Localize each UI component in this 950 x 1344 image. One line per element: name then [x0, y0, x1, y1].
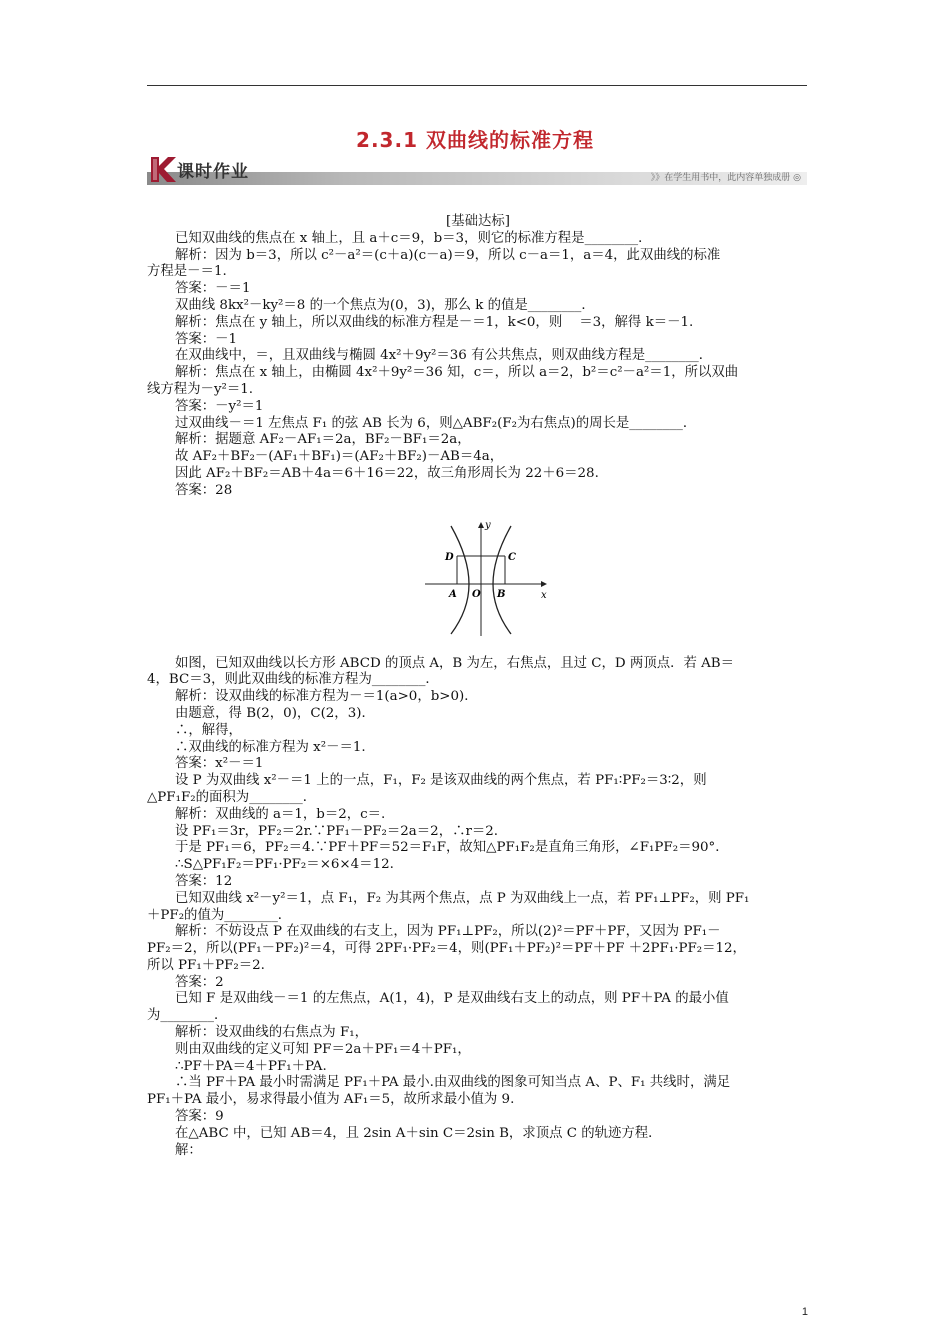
text-line: 所以 PF₁＋PF₂＝2.	[147, 957, 265, 973]
text-line: 答案：－1	[175, 331, 238, 347]
text-line: 答案：2	[175, 974, 224, 990]
text-line: 解析：不妨设点 P 在双曲线的右支上，因为 PF₁⊥PF₂，所以(2)²＝PF＋PF，又因为 PF₁－	[175, 924, 721, 940]
text-line: 已知双曲线的焦点在 x 轴上，且 a＋c＝9，b＝3，则它的标准方程是________．	[175, 230, 652, 246]
text-line: 答案：28	[175, 482, 233, 498]
text-line: ∴当 PF＋PA 最小时需满足 PF₁＋PA 最小.由双曲线的图象可知当点 A、P、F₁ 共线时，满足	[175, 1075, 731, 1091]
text-line: 答案：x²－＝1	[175, 756, 264, 772]
text-group-2	[147, 656, 809, 1160]
point-a-label: A	[449, 588, 457, 600]
hyperbola-figure	[147, 518, 809, 638]
text-line: 解析：焦点在 y 轴上，所以双曲线的标准方程是－＝1，k<0，则 ＝3，解得 k＝－1.	[175, 314, 694, 330]
text-line: ∴PF＋PA＝4＋PF₁＋PA.	[175, 1058, 327, 1074]
section-label: 课时作业	[177, 162, 249, 182]
text-line: PF₂＝2，所以(PF₁－PF₂)²＝4，可得 2PF₁·PF₂＝4，则(PF₁＋PF₂)²＝PF＋PF ＋2PF₁·PF₂＝12，	[147, 941, 746, 957]
point-c-label: C	[508, 551, 516, 563]
text-line: 于是 PF₁＝6，PF₂＝4.∵PF＋PF＝52＝F₁F，故知△PF₁F₂是直角三角形，∠F₁PF₂＝90°．	[175, 840, 729, 856]
page-number: 1	[801, 1306, 808, 1318]
text-line: 解析：设双曲线的右焦点为 F₁，	[175, 1025, 368, 1041]
hyperbola-diagram	[423, 518, 553, 638]
text-line: △PF₁F₂的面积为________．	[147, 789, 317, 805]
y-axis-label: y	[485, 519, 491, 531]
banner-note: 》》在学生用书中，此内容单独成册 ◎	[650, 173, 801, 183]
text-line: 答案：12	[175, 873, 233, 889]
text-line: ∴，解得，	[175, 722, 242, 738]
document-body	[147, 214, 809, 1159]
text-line: 在双曲线中，＝，且双曲线与椭圆 4x²＋9y²＝36 有公共焦点，则双曲线方程是________．	[175, 348, 713, 364]
text-line: 过双曲线－＝1 左焦点 F₁ 的弦 AB 长为 6，则△ABF₂(F₂为右焦点)的周长是________．	[175, 415, 697, 431]
header-rule	[147, 85, 807, 86]
text-line: 已知 F 是双曲线－＝1 的左焦点，A(1，4)，P 是双曲线右支上的动点，则 PF＋PA 的最小值	[175, 991, 729, 1007]
text-line: 解析：据题意 AF₂－AF₁＝2a，BF₂－BF₁＝2a，	[175, 432, 471, 448]
text-line: 如图，已知双曲线以长方形 ABCD 的顶点 A，B 为左，右焦点，且过 C，D 两顶点．若 AB＝	[175, 655, 735, 671]
page-title: 2.3.1 双曲线的标准方程	[356, 128, 594, 152]
text-line: 由题意，得 B(2，0)，C(2，3)．	[175, 705, 375, 721]
text-group-1	[147, 214, 809, 500]
text-line: ＋PF₂的值为________．	[147, 907, 292, 923]
text-line: 解析：设双曲线的标准方程为－＝1(a>0，b>0)．	[175, 689, 478, 705]
text-line: 线方程为－y²＝1.	[147, 381, 254, 397]
text-line: 因此 AF₂＋BF₂＝AB＋4a＝6＋16＝22，故三角形周长为 22＋6＝28.	[175, 465, 599, 481]
text-line: 答案：－＝1	[175, 281, 251, 297]
point-b-label: B	[497, 588, 506, 600]
text-line: 答案：9	[175, 1109, 224, 1125]
k-logo-icon	[147, 154, 177, 184]
origin-label: O	[472, 588, 481, 600]
text-line: ∴S△PF₁F₂＝PF₁·PF₂＝×6×4＝12.	[175, 857, 394, 873]
text-line: 双曲线 8kx²－ky²＝8 的一个焦点为(0，3)，那么 k 的值是________．	[175, 297, 595, 313]
text-line: 已知双曲线 x²－y²＝1，点 F₁，F₂ 为其两个焦点，点 P 为双曲线上一点，若 PF₁⊥PF₂，则 PF₁	[175, 890, 750, 906]
text-line: 解：	[175, 1142, 202, 1158]
point-d-label: D	[445, 551, 454, 563]
text-line: ∴双曲线的标准方程为 x²－＝1.	[175, 739, 366, 755]
text-line: 4，BC＝3，则此双曲线的标准方程为________．	[147, 672, 439, 688]
text-line: 解析：双曲线的 a＝1，b＝2，c＝.	[175, 806, 386, 822]
text-line: 设 P 为双曲线 x²－＝1 上的一点，F₁，F₂ 是该双曲线的两个焦点，若 PF₁∶PF₂＝3∶2，则	[175, 773, 707, 789]
text-line: 在△ABC 中，已知 AB＝4，且 2sin A＋sin C＝2sin B，求顶点 C 的轨迹方程．	[175, 1125, 662, 1141]
text-line: PF₁＋PA 最小，易求得最小值为 AF₁＝5，故所求最小值为 9.	[147, 1092, 515, 1108]
text-line: 答案：－y²＝1	[175, 398, 264, 414]
text-line: 解析：因为 b＝3，所以 c²－a²＝(c＋a)(c－a)＝9，所以 c－a＝1，a＝4，此双曲线的标准	[175, 247, 721, 263]
section-banner	[147, 154, 807, 186]
x-axis-label: x	[541, 589, 547, 601]
text-line: 则由双曲线的定义可知 PF＝2a＋PF₁＝4＋PF₁，	[175, 1041, 471, 1057]
text-line: 故 AF₂＋BF₂－(AF₁＋BF₁)＝(AF₂＋BF₂)－AB＝4a，	[175, 449, 504, 465]
text-line: 为________．	[147, 1008, 228, 1024]
text-line: 设 PF₁＝3r，PF₂＝2r.∵PF₁－PF₂＝2a＝2，∴r＝2.	[175, 823, 499, 839]
text-line: 解析：焦点在 x 轴上，由椭圆 4x²＋9y²＝36 知，c＝，所以 a＝2，b²＝c²－a²＝1，所以双曲	[175, 365, 739, 381]
text-line: [基础达标]	[445, 214, 510, 229]
text-line: 方程是－＝1.	[147, 264, 227, 280]
